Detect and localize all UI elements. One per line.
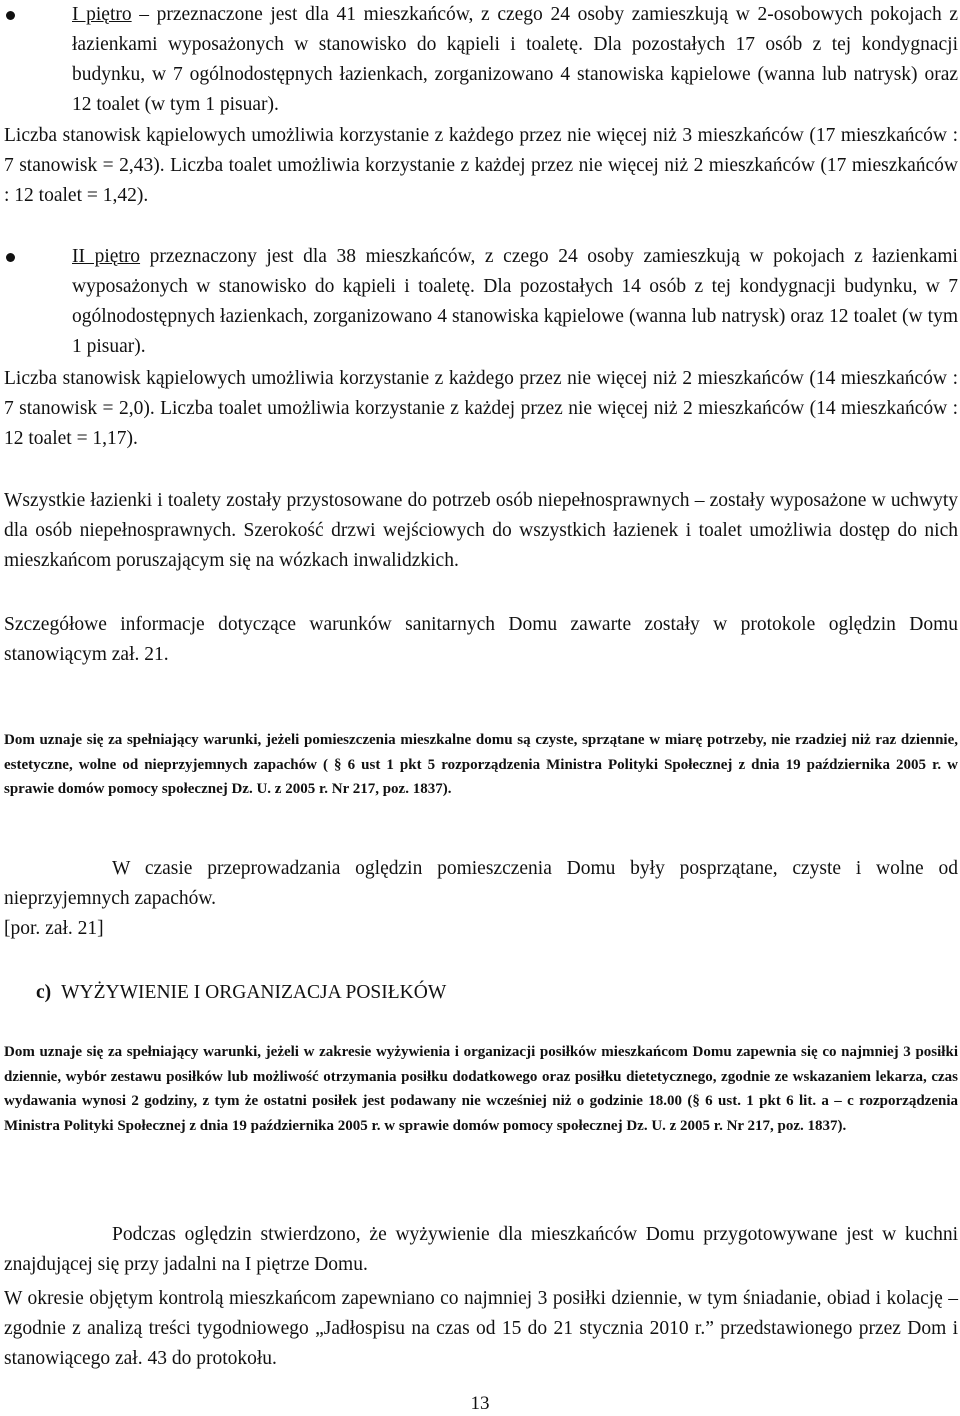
section-c-heading [36, 978, 446, 1008]
page-number: 13 [470, 1393, 490, 1414]
finding-food-meals: W okresie objętym kontrolą mieszkańcom zapewniano co najmniej 3 posiłki dziennie, w tym śniadanie, obiad i kolację – zgodnie z analizą treści tygodniowego „Jadłospisu na czas od 15 do 21 stycznia 2010 r.” przedstawionego przez Dom i stanowiącego zał. 43 do protokołu. [4, 1288, 958, 1369]
rule-food: Dom uznaje się za spełniający warunki, jeżeli w zakresie wyżywienia i organizacji posiłków mieszkańcom Domu zapewnia się co najmniej 3 posiłki dziennie, wybór zestawu posiłków lub możliwość otrzymania posiłku dodatkowego oraz posiłku dietetycznego, zgodnie ze wskazaniem lekarza, czas wydawania wynosi 2 godziny, z tym że ostatni posiłek jest podawany nie wcześniej niż o godzinie 18.00 (§ 6 ust. 1 pkt 6 lit. a – c rozporządzenia Ministra Polityki Społecznej z dnia 19 października 2005 r. w sprawie domów pomocy społecznej Dz. U. z 2005 r. Nr 217, poz. 1837). [4, 1044, 958, 1134]
bullet-first-floor-text: I piętro – przeznaczone jest dla 41 mieszkańców, z czego 24 osoby zamieszkują w 2-osobowych pokojach z łazienkami wyposażonych w stanowisko do kąpieli i toaletę. Dla pozostałych 17 osób z tej kondygnacji budynku, w 7 ogólnodostępnych łazienkach, zorganizowano 4 stanowiska kąpielowe (wanna lub natrysk) oraz 12 toalet (w tym 1 pisuar). [72, 4, 959, 115]
details-paragraph: Szczegółowe informacje dotyczące warunków sanitarnych Domu zawarte zostały w protokole oględzin Domu stanowiącym zał. 21. [4, 614, 958, 665]
finding-cleanliness: W czasie przeprowadzania oględzin pomieszczenia Domu były posprzątane, czyste i wolne od nieprzyjemnych zapachów. [4, 858, 958, 909]
second-floor-term: II piętro [72, 246, 141, 267]
first-floor-term: I piętro [72, 4, 132, 25]
accessibility-paragraph: Wszystkie łazienki i toalety zostały przystosowane do potrzeb osób niepełnosprawnych – zostały wyposażone w uchwyty dla osób niepełnosprawnych. Szerokość drzwi wejściowych do wszystkich łazienek i toalet umożliwia dostęp do nich mieszkańcom poruszającym się na wózkach inwalidzkich. [4, 490, 958, 571]
first-floor-continuation: Liczba stanowisk kąpielowych umożliwia korzystanie z każdego przez nie więcej niż 3 mieszkańców (17 mieszkańców : 7 stanowisk = 2,43). Liczba toalet umożliwia korzystanie z każdej przez nie więcej niż 2 mieszkańców (17 mieszkańców : 12 toalet = 1,42). [4, 125, 958, 206]
second-floor-continuation: Liczba stanowisk kąpielowych umożliwia korzystanie z każdego przez nie więcej niż 2 mieszkańców (14 mieszkańców : 7 stanowisk = 2,0). Liczba toalet umożliwia korzystanie z każdej przez nie więcej niż 2 mieszkańców (14 mieszkańców : 12 toalet = 1,17). [4, 368, 958, 449]
bullet-dot-icon [6, 253, 15, 262]
section-c-letter: c) [36, 982, 52, 1003]
reference-cleanliness: [por. zał. 21] [4, 918, 104, 939]
section-c-title: WYŻYWIENIE I ORGANIZACJA POSIŁKÓW [61, 982, 447, 1003]
finding-food-kitchen: Podczas oględzin stwierdzono, że wyżywienie dla mieszkańców Domu przygotowywane jest w kuchni znajdującej się przy jadalni na I piętrze Domu. [4, 1224, 958, 1275]
bullet-second-floor-text: II piętro przeznaczony jest dla 38 mieszkańców, z czego 24 osoby zamieszkują w pokojach z łazienkami wyposażonych w stanowisko do kąpieli i toaletę. Dla pozostałych 14 osób z tej kondygnacji budynku, w 7 ogólnodostępnych łazienkach, zorganizowano 4 stanowiska kąpielowe (wanna lub natrysk) oraz 12 toalet (w tym 1 pisuar). [72, 246, 958, 357]
bullet-dot-icon [6, 11, 15, 20]
rule-cleanliness: Dom uznaje się za spełniający warunki, jeżeli pomieszczenia mieszkalne domu są czyste, sprzątane w miarę potrzeby, nie rzadziej niż raz dziennie, estetyczne, wolne od nieprzyjemnych zapachów ( § 6 ust 1 pkt 5 rozporządzenia Ministra Polityki Społecznej z dnia 19 października 2005 r. w sprawie domów pomocy społecznej Dz. U. z 2005 r. Nr 217, poz. 1837). [4, 732, 958, 797]
